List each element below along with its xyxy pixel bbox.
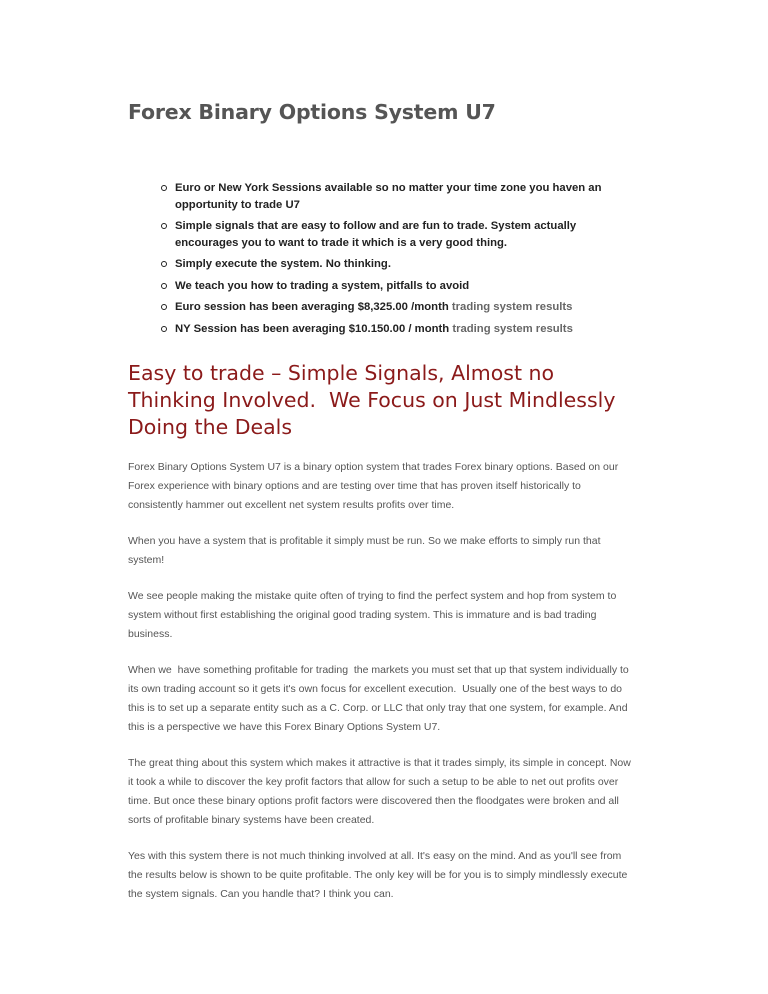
section-heading: Easy to trade – Simple Signals, Almost no Thinking Involved. We Focus on Just Mindlessly Doing the Deals [128, 361, 623, 439]
list-item-text: We teach you how to trading a system, pitfalls to avoid [175, 279, 470, 292]
page-title: Forex Binary Options System U7 [128, 100, 496, 124]
list-item-text: Euro or New York Sessions available so no matter your time zone you haven an opportunity to trade U7 [175, 182, 602, 211]
paragraph: The great thing about this system which makes it attractive is that it trades simply, its simple in concept. Now it took a while to discover the key profit factors that allow for such a setup to be able to net out profits over time. But once these binary options profit factors were discovered then the floodgates were broken and all sorts of profitable binary systems have been created. [128, 757, 634, 826]
trading-results-link[interactable]: trading system results [452, 322, 573, 335]
paragraph: When we have something profitable for trading the markets you must set that up that system individually to its own trading account so it gets it's own focus for excellent execution. Usually one of the best ways to do this is to set up a separate entity such as a C. Corp. or LLC that only tray that one system, for example. And this is a perspective we have this Forex Binary Options System U7. [128, 664, 632, 733]
paragraph: Forex Binary Options System U7 is a binary option system that trades Forex binary options. Based on our Forex experience with binary options and are testing over time that has proven itself historically to consistently hammer out excellent net system results profits over time. [128, 461, 622, 511]
list-item-text: Euro session has been averaging $8,325.00 /month [175, 301, 452, 313]
circle-bullet-icon [161, 283, 167, 289]
circle-bullet-icon [161, 326, 167, 332]
circle-bullet-icon [161, 223, 167, 229]
list-item [160, 218, 640, 251]
paragraph: Yes with this system there is not much thinking involved at all. It's easy on the mind. And as you'll see from the results below is shown to be quite profitable. The only key will be for you is to simply mindlessly execute the system signals. Can you handle that? I think you can. [128, 850, 631, 900]
circle-bullet-icon [161, 185, 167, 191]
list-item [160, 180, 640, 213]
list-item-text: Simple signals that are easy to follow and are fun to trade. System actually encourages you to want to trade it which is a very good thing. [175, 220, 577, 249]
circle-bullet-icon [161, 261, 167, 267]
list-item [160, 321, 640, 338]
list-item [160, 299, 640, 316]
trading-results-link[interactable]: trading system results [451, 301, 573, 313]
circle-bullet-icon [161, 304, 167, 310]
paragraph: We see people making the mistake quite often of trying to find the perfect system and hop from system to system without first establishing the original good trading system. This is immature and is bad trading business. [128, 590, 620, 640]
list-item [160, 256, 640, 273]
list-item [160, 278, 640, 295]
feature-list [160, 180, 640, 342]
paragraph: When you have a system that is profitable it simply must be run. So we make efforts to simply run that system! [128, 535, 604, 566]
list-item-text: Simply execute the system. No thinking. [175, 258, 391, 270]
article-body [128, 458, 638, 921]
list-item-text: NY Session has been averaging $10.150.00 / month [175, 322, 453, 335]
